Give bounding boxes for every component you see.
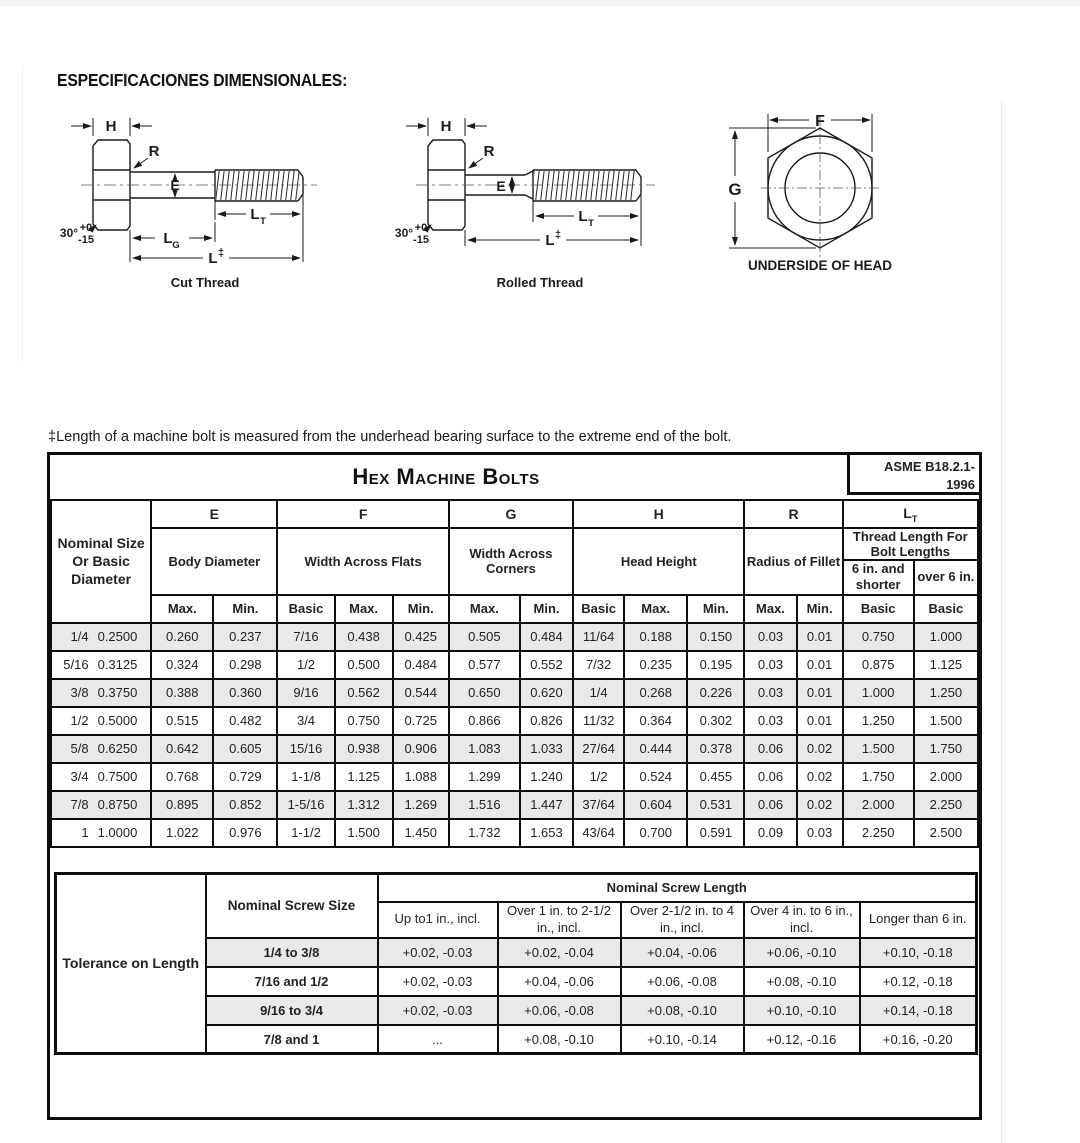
standard-line-2: 1996	[946, 476, 975, 492]
tolerance-value-cell: +0.06, -0.08	[498, 996, 621, 1025]
value-cell: 0.650	[449, 679, 520, 707]
angle-label: 30°	[394, 226, 414, 240]
value-cell: 1.022	[151, 819, 213, 847]
sub-header: Basic	[914, 595, 978, 623]
value-cell: 1.088	[393, 763, 449, 791]
value-cell: 1.516	[449, 791, 520, 819]
dim-e-label: E	[170, 177, 180, 193]
underside-of-head-drawing	[705, 102, 935, 274]
value-cell: 1.750	[914, 735, 978, 763]
value-cell: 2.250	[843, 819, 914, 847]
radius-of-fillet-header: Radius of Fillet	[744, 528, 842, 595]
tolerance-value-cell: +0.08, -0.10	[621, 996, 744, 1025]
sub-header: Min.	[393, 595, 449, 623]
tolerance-value-cell: +0.10, -0.14	[621, 1025, 744, 1054]
value-cell: 1/4	[573, 679, 624, 707]
value-cell: 0.875	[843, 651, 914, 679]
col-group-e: E	[151, 500, 277, 528]
value-cell: 0.02	[797, 763, 843, 791]
value-cell: 0.03	[744, 707, 796, 735]
value-cell: 1.312	[335, 791, 393, 819]
angle-tol-top: +0	[414, 222, 428, 234]
cut-thread-drawing	[55, 100, 355, 292]
underside-caption: UNDERSIDE OF HEAD	[747, 258, 893, 273]
value-cell: 1.000	[843, 679, 914, 707]
nominal-size-cell: 1/4 0.2500	[51, 623, 151, 651]
dim-h-label: H	[105, 118, 117, 135]
tolerance-value-cell: +0.02, -0.03	[378, 938, 498, 967]
hex-table-body	[51, 500, 978, 847]
value-cell: 0.02	[797, 735, 843, 763]
value-cell: 0.852	[213, 791, 277, 819]
value-cell: 1/2	[277, 651, 334, 679]
table-row	[51, 623, 978, 651]
value-cell: 1.447	[520, 791, 573, 819]
tolerance-value-cell: +0.02, -0.03	[378, 967, 498, 996]
value-cell: 1.299	[449, 763, 520, 791]
center-marks	[761, 116, 879, 260]
sub-header: Min.	[520, 595, 573, 623]
value-cell: 0.729	[213, 763, 277, 791]
value-cell: 0.302	[687, 707, 744, 735]
value-cell: 0.700	[624, 819, 687, 847]
dim-g-label: G	[728, 180, 742, 199]
tolerance-on-length-table	[54, 872, 978, 1056]
value-cell: 1.000	[914, 623, 978, 651]
value-cell: 0.03	[797, 819, 843, 847]
value-cell: 0.06	[744, 735, 796, 763]
underside-dimension-lines	[729, 114, 872, 248]
value-cell: 0.268	[624, 679, 687, 707]
table-title-row	[50, 455, 979, 499]
value-cell: 1.125	[335, 763, 393, 791]
value-cell: 0.524	[624, 763, 687, 791]
screw-size-cell: 7/8 and 1	[206, 1025, 378, 1054]
value-cell: 0.298	[213, 651, 277, 679]
value-cell: 0.544	[393, 679, 449, 707]
value-cell: 0.09	[744, 819, 796, 847]
angle-tol-bottom: -15	[78, 234, 94, 246]
value-cell: 1.653	[520, 819, 573, 847]
tolerance-value-cell: +0.10, -0.18	[860, 938, 977, 967]
dim-l-mark: ‡	[554, 229, 562, 241]
table-row	[51, 651, 978, 679]
value-cell: 0.750	[335, 707, 393, 735]
sub-header: Max.	[449, 595, 520, 623]
tolerance-value-cell: +0.12, -0.18	[860, 967, 977, 996]
dim-lg-label: L	[163, 230, 173, 247]
value-cell: 0.195	[687, 651, 744, 679]
tolerance-value-cell: +0.08, -0.10	[744, 967, 860, 996]
table-row	[51, 791, 978, 819]
tolerance-value-cell: +0.02, -0.03	[378, 996, 498, 1025]
rolled-thread-caption: Rolled Thread	[496, 275, 584, 290]
value-cell: 0.425	[393, 623, 449, 651]
value-cell: 0.605	[213, 735, 277, 763]
dim-lt-sub: T	[260, 216, 266, 227]
nominal-size-cell: 1 1.0000	[51, 819, 151, 847]
value-cell: 0.360	[213, 679, 277, 707]
value-cell: 0.604	[624, 791, 687, 819]
value-cell: 0.01	[797, 679, 843, 707]
value-cell: 0.505	[449, 623, 520, 651]
value-cell: 0.260	[151, 623, 213, 651]
value-cell: 11/64	[573, 623, 624, 651]
nominal-size-cell: 3/8 0.3750	[51, 679, 151, 707]
table-row	[51, 707, 978, 735]
value-cell: 1.125	[914, 651, 978, 679]
value-cell: 27/64	[573, 735, 624, 763]
value-cell: 0.562	[335, 679, 393, 707]
tolerance-value-cell: +0.16, -0.20	[860, 1025, 977, 1054]
dim-l-label: L	[545, 232, 555, 249]
screw-size-cell: 9/16 to 3/4	[206, 996, 378, 1025]
tolerance-on-length-label: Tolerance on Length	[56, 873, 206, 1054]
width-across-flats-header: Width Across Flats	[277, 528, 448, 595]
value-cell: 1.500	[335, 819, 393, 847]
value-cell: 0.188	[624, 623, 687, 651]
rolled-thread-hatch	[534, 171, 635, 200]
value-cell: 0.938	[335, 735, 393, 763]
rolled-thread-drawing	[390, 100, 690, 292]
hex-machine-bolts-table	[50, 499, 979, 848]
nominal-size-cell: 5/16 0.3125	[51, 651, 151, 679]
value-cell: 2.500	[914, 819, 978, 847]
page-edge-top	[0, 0, 1080, 6]
sub-header: Max.	[335, 595, 393, 623]
value-cell: 0.03	[744, 679, 796, 707]
dim-lt-label: L	[250, 206, 260, 223]
value-cell: 1.750	[843, 763, 914, 791]
dim-e-label: E	[496, 178, 506, 194]
length-col-header: Up to1 in., incl.	[378, 902, 498, 938]
standard-reference	[847, 455, 979, 495]
value-cell: 0.03	[744, 651, 796, 679]
value-cell: 0.725	[393, 707, 449, 735]
value-cell: 0.06	[744, 791, 796, 819]
sub-header: Min.	[687, 595, 744, 623]
value-cell: 0.02	[797, 791, 843, 819]
value-cell: 0.150	[687, 623, 744, 651]
value-cell: 0.444	[624, 735, 687, 763]
tolerance-value-cell: +0.04, -0.06	[498, 967, 621, 996]
value-cell: 0.976	[213, 819, 277, 847]
value-cell: 0.324	[151, 651, 213, 679]
tolerance-value-cell: +0.04, -0.06	[621, 938, 744, 967]
value-cell: 0.235	[624, 651, 687, 679]
value-cell: 1.250	[914, 679, 978, 707]
tolerance-header-row	[56, 873, 977, 902]
cut-thread-caption: Cut Thread	[170, 275, 240, 290]
col-group-g: G	[449, 500, 573, 528]
value-cell: 2.000	[914, 763, 978, 791]
value-cell: 0.378	[687, 735, 744, 763]
nominal-size-cell: 1/2 0.5000	[51, 707, 151, 735]
table-row	[51, 735, 978, 763]
name-header-row	[51, 528, 978, 560]
tolerance-table-body	[56, 873, 977, 1054]
nominal-screw-length-header: Nominal Screw Length	[378, 873, 977, 902]
tolerance-value-cell: +0.02, -0.04	[498, 938, 621, 967]
nominal-screw-size-header: Nominal Screw Size	[206, 873, 378, 938]
table-row	[51, 763, 978, 791]
tolerance-value-cell: +0.06, -0.10	[744, 938, 860, 967]
page-edge-right	[1001, 100, 1002, 1143]
screw-size-cell: 7/16 and 1/2	[206, 967, 378, 996]
sub-header: Basic	[573, 595, 624, 623]
value-cell: 7/32	[573, 651, 624, 679]
tolerance-value-cell: +0.14, -0.18	[860, 996, 977, 1025]
value-cell: 0.455	[687, 763, 744, 791]
sub-header: Max.	[151, 595, 213, 623]
value-cell: 0.06	[744, 763, 796, 791]
value-cell: 0.591	[687, 819, 744, 847]
sub-header: Min.	[797, 595, 843, 623]
value-cell: 1.450	[393, 819, 449, 847]
thread-length-header: Thread Length For Bolt Lengths	[843, 528, 978, 560]
tolerance-value-cell: +0.12, -0.16	[744, 1025, 860, 1054]
value-cell: 37/64	[573, 791, 624, 819]
nominal-size-cell: 7/8 0.8750	[51, 791, 151, 819]
page-edge-left	[22, 65, 23, 365]
value-cell: 0.388	[151, 679, 213, 707]
value-cell: 0.515	[151, 707, 213, 735]
value-cell: 2.250	[914, 791, 978, 819]
page-title: ESPECIFICACIONES DIMENSIONALES:	[57, 70, 348, 90]
length-col-header: Over 2-1/2 in. to 4 in., incl.	[621, 902, 744, 938]
standard-line-1: ASME B18.2.1-	[883, 459, 975, 474]
value-cell: 43/64	[573, 819, 624, 847]
dim-lg-sub: G	[172, 240, 180, 251]
value-cell: 1.083	[449, 735, 520, 763]
tolerance-value-cell: +0.10, -0.10	[744, 996, 860, 1025]
value-cell: 0.531	[687, 791, 744, 819]
value-cell: 3/4	[277, 707, 334, 735]
six-in-and-shorter-header: 6 in. and shorter	[843, 560, 914, 595]
dim-lt-label: L	[578, 208, 588, 225]
value-cell: 0.826	[520, 707, 573, 735]
value-cell: 1.732	[449, 819, 520, 847]
value-cell: 7/16	[277, 623, 334, 651]
value-cell: 0.750	[843, 623, 914, 651]
sub-header: Basic	[277, 595, 334, 623]
sub-header: Basic	[843, 595, 914, 623]
value-cell: 0.866	[449, 707, 520, 735]
value-cell: 1.240	[520, 763, 573, 791]
value-cell: 0.364	[624, 707, 687, 735]
value-cell: 0.01	[797, 707, 843, 735]
value-cell: 0.906	[393, 735, 449, 763]
sub-header: Max.	[624, 595, 687, 623]
value-cell: 1.500	[843, 735, 914, 763]
tolerance-value-cell: +0.08, -0.10	[498, 1025, 621, 1054]
angle-tol-top: +0	[79, 222, 93, 234]
dim-l-label: L	[208, 250, 218, 267]
width-across-corners-header: Width Across Corners	[449, 528, 573, 595]
nominal-size-cell: 5/8 0.6250	[51, 735, 151, 763]
dim-r-label: R	[483, 143, 495, 160]
value-cell: 1.250	[843, 707, 914, 735]
value-cell: 0.895	[151, 791, 213, 819]
col-group-r: R	[744, 500, 842, 528]
over-six-in-header: over 6 in.	[914, 560, 978, 595]
col-group-lt: $L_T$	[843, 500, 978, 528]
value-cell: 0.642	[151, 735, 213, 763]
value-cell: 15/16	[277, 735, 334, 763]
dim-h-label: H	[440, 118, 452, 135]
value-cell: 0.03	[744, 623, 796, 651]
length-footnote: ‡Length of a machine bolt is measured from the underhead bearing surface to the extreme end of the bolt.	[48, 428, 732, 445]
value-cell: 1.269	[393, 791, 449, 819]
value-cell: 0.552	[520, 651, 573, 679]
hex-machine-bolts-table-box	[47, 452, 982, 1120]
value-cell: 0.482	[213, 707, 277, 735]
body-diameter-header: Body Diameter	[151, 528, 277, 595]
tolerance-value-cell: +0.06, -0.08	[621, 967, 744, 996]
value-cell: 0.01	[797, 651, 843, 679]
value-cell: 0.237	[213, 623, 277, 651]
length-col-header: Over 1 in. to 2-1/2 in., incl.	[498, 902, 621, 938]
value-cell: 0.577	[449, 651, 520, 679]
nominal-size-header: Nominal Size Or Basic Diameter	[51, 500, 151, 623]
value-cell: 0.484	[520, 623, 573, 651]
value-cell: 1.500	[914, 707, 978, 735]
sub-header: Max.	[744, 595, 796, 623]
value-cell: 1-1/2	[277, 819, 334, 847]
value-cell: 1-5/16	[277, 791, 334, 819]
screw-size-cell: 1/4 to 3/8	[206, 938, 378, 967]
value-cell: 2.000	[843, 791, 914, 819]
value-cell: 0.620	[520, 679, 573, 707]
sub-header: Min.	[213, 595, 277, 623]
col-group-f: F	[277, 500, 448, 528]
value-cell: 0.484	[393, 651, 449, 679]
rolled-thread-labels	[395, 118, 594, 290]
value-cell: 0.01	[797, 623, 843, 651]
value-cell: 1.033	[520, 735, 573, 763]
value-cell: 1-1/8	[277, 763, 334, 791]
min-max-header-row	[51, 595, 978, 623]
cut-thread-labels	[60, 118, 266, 290]
table-title: Hex Machine Bolts	[352, 464, 540, 489]
tolerance-value-cell: ...	[378, 1025, 498, 1054]
length-col-header: Longer than 6 in.	[860, 902, 977, 938]
angle-tol-bottom: -15	[413, 234, 429, 246]
dim-lt-sub: T	[588, 218, 594, 229]
dim-f-label: F	[815, 113, 825, 130]
value-cell: 0.226	[687, 679, 744, 707]
dim-r-label: R	[148, 143, 160, 160]
angle-label: 30°	[59, 226, 79, 240]
value-cell: 0.500	[335, 651, 393, 679]
value-cell: 9/16	[277, 679, 334, 707]
table-row	[51, 819, 978, 847]
length-col-header: Over 4 in. to 6 in., incl.	[744, 902, 860, 938]
value-cell: 0.768	[151, 763, 213, 791]
value-cell: 11/32	[573, 707, 624, 735]
col-group-h: H	[573, 500, 744, 528]
letter-header-row	[51, 500, 978, 528]
dim-l-mark: ‡	[217, 247, 225, 259]
cut-thread-hatch	[216, 171, 300, 200]
value-cell: 0.438	[335, 623, 393, 651]
head-height-header: Head Height	[573, 528, 744, 595]
table-row	[51, 679, 978, 707]
nominal-size-cell: 3/4 0.7500	[51, 763, 151, 791]
value-cell: 1/2	[573, 763, 624, 791]
